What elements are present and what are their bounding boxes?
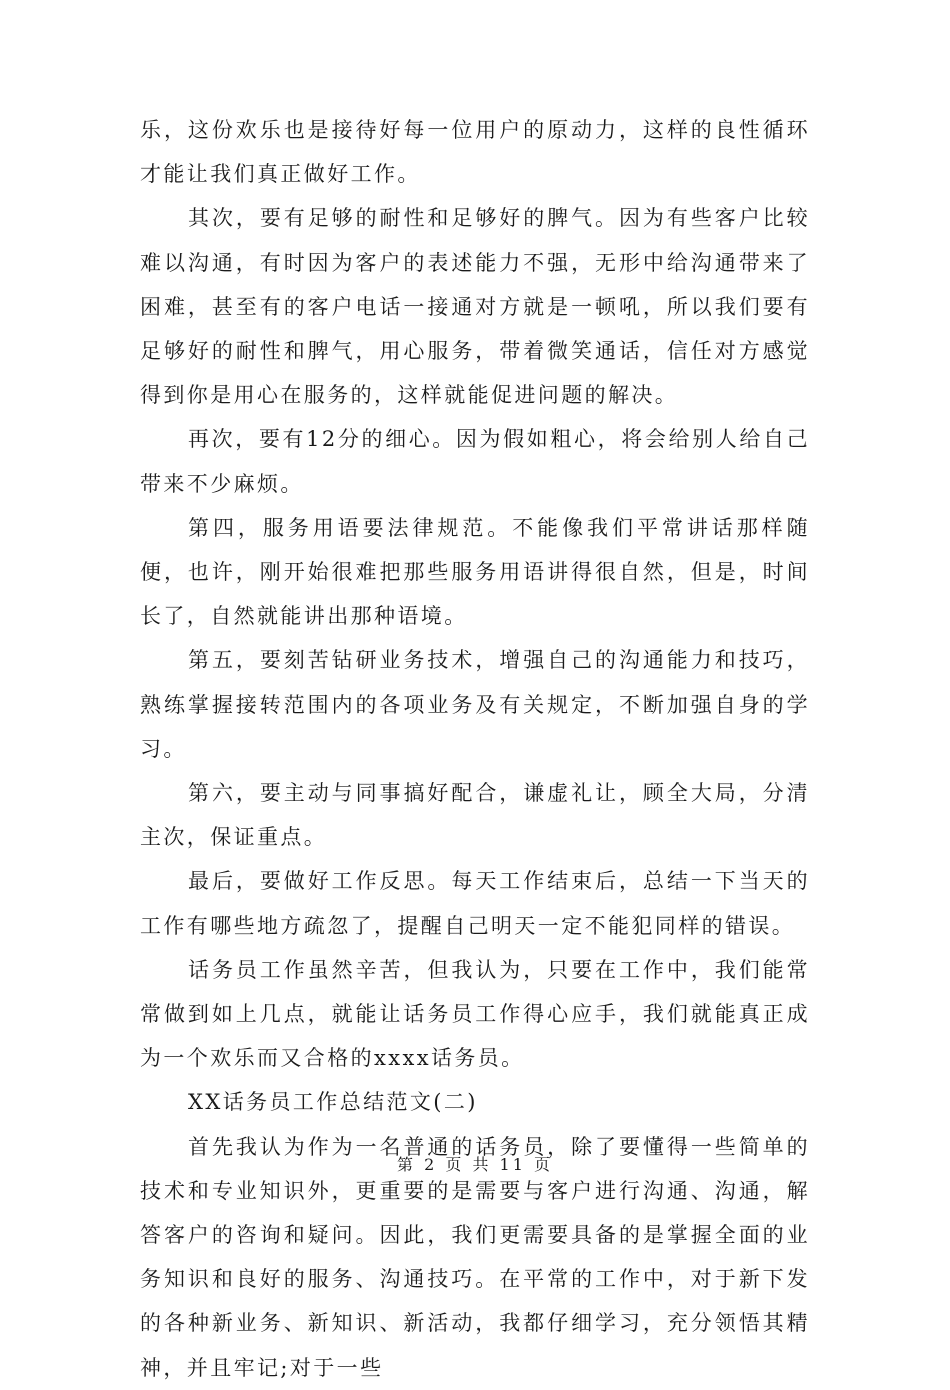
paragraph-conclusion: 话务员工作虽然辛苦，但我认为，只要在工作中，我们能常常做到如上几点，就能让话务员工作得心应手，我们就能真正成为一个欢乐而又合格的xxxx话务员。	[140, 957, 810, 1071]
page-footer: 第 2 页 共 11 页	[397, 1155, 553, 1174]
paragraph-teamwork: 第六，要主动与同事搞好配合，谦虚礼让，顾全大局，分清主次，保证重点。	[140, 781, 810, 850]
paragraph-reflection: 最后，要做好工作反思。每天工作结束后，总结一下当天的工作有哪些地方疏忽了，提醒自己明天一定不能犯同样的错误。	[140, 869, 810, 938]
paragraph-patience: 其次，要有足够的耐性和足够好的脾气。因为有些客户比较难以沟通，有时因为客户的表述能力不强，无形中给沟通带来了困难，甚至有的客户电话一接通对方就是一顿吼，所以我们要有足够好的耐性和脾气，用心服务，带着微笑通话，信任对方感觉得到你是用心在服务的，这样就能促进问题的解决。	[140, 206, 810, 408]
paragraph-business-skills: 第五，要刻苦钻研业务技术，增强自己的沟通能力和技巧，熟练掌握接转范围内的各项业务及有关规定，不断加强自身的学习。	[140, 648, 810, 761]
document-body	[140, 108, 810, 1390]
section-heading: XX话务员工作总结范文(二)	[188, 1090, 478, 1115]
paragraph-continuation: 乐，这份欢乐也是接待好每一位用户的原动力，这样的良性循环才能让我们真正做好工作。	[140, 118, 810, 187]
paragraph-section-two-intro: 首先我认为作为一名普通的话务员，除了要懂得一些简单的技术和专业知识外，更重要的是需要与客户进行沟通、沟通，解答客户的咨询和疑问。因此，我们更需要具备的是掌握全面的业务知识和良好的服务、沟通技巧。在平常的工作中，对于新下发的各种新业务、新知识、新活动，我都仔细学习，充分领悟其精神，并且牢记;对于一些	[140, 1134, 810, 1380]
paragraph-carefulness: 再次，要有12分的细心。因为假如粗心，将会给别人给自己带来不少麻烦。	[140, 427, 810, 496]
paragraph-service-language: 第四，服务用语要法律规范。不能像我们平常讲话那样随便，也许，刚开始很难把那些服务用语讲得很自然，但是，时间长了，自然就能讲出那种语境。	[140, 515, 810, 629]
